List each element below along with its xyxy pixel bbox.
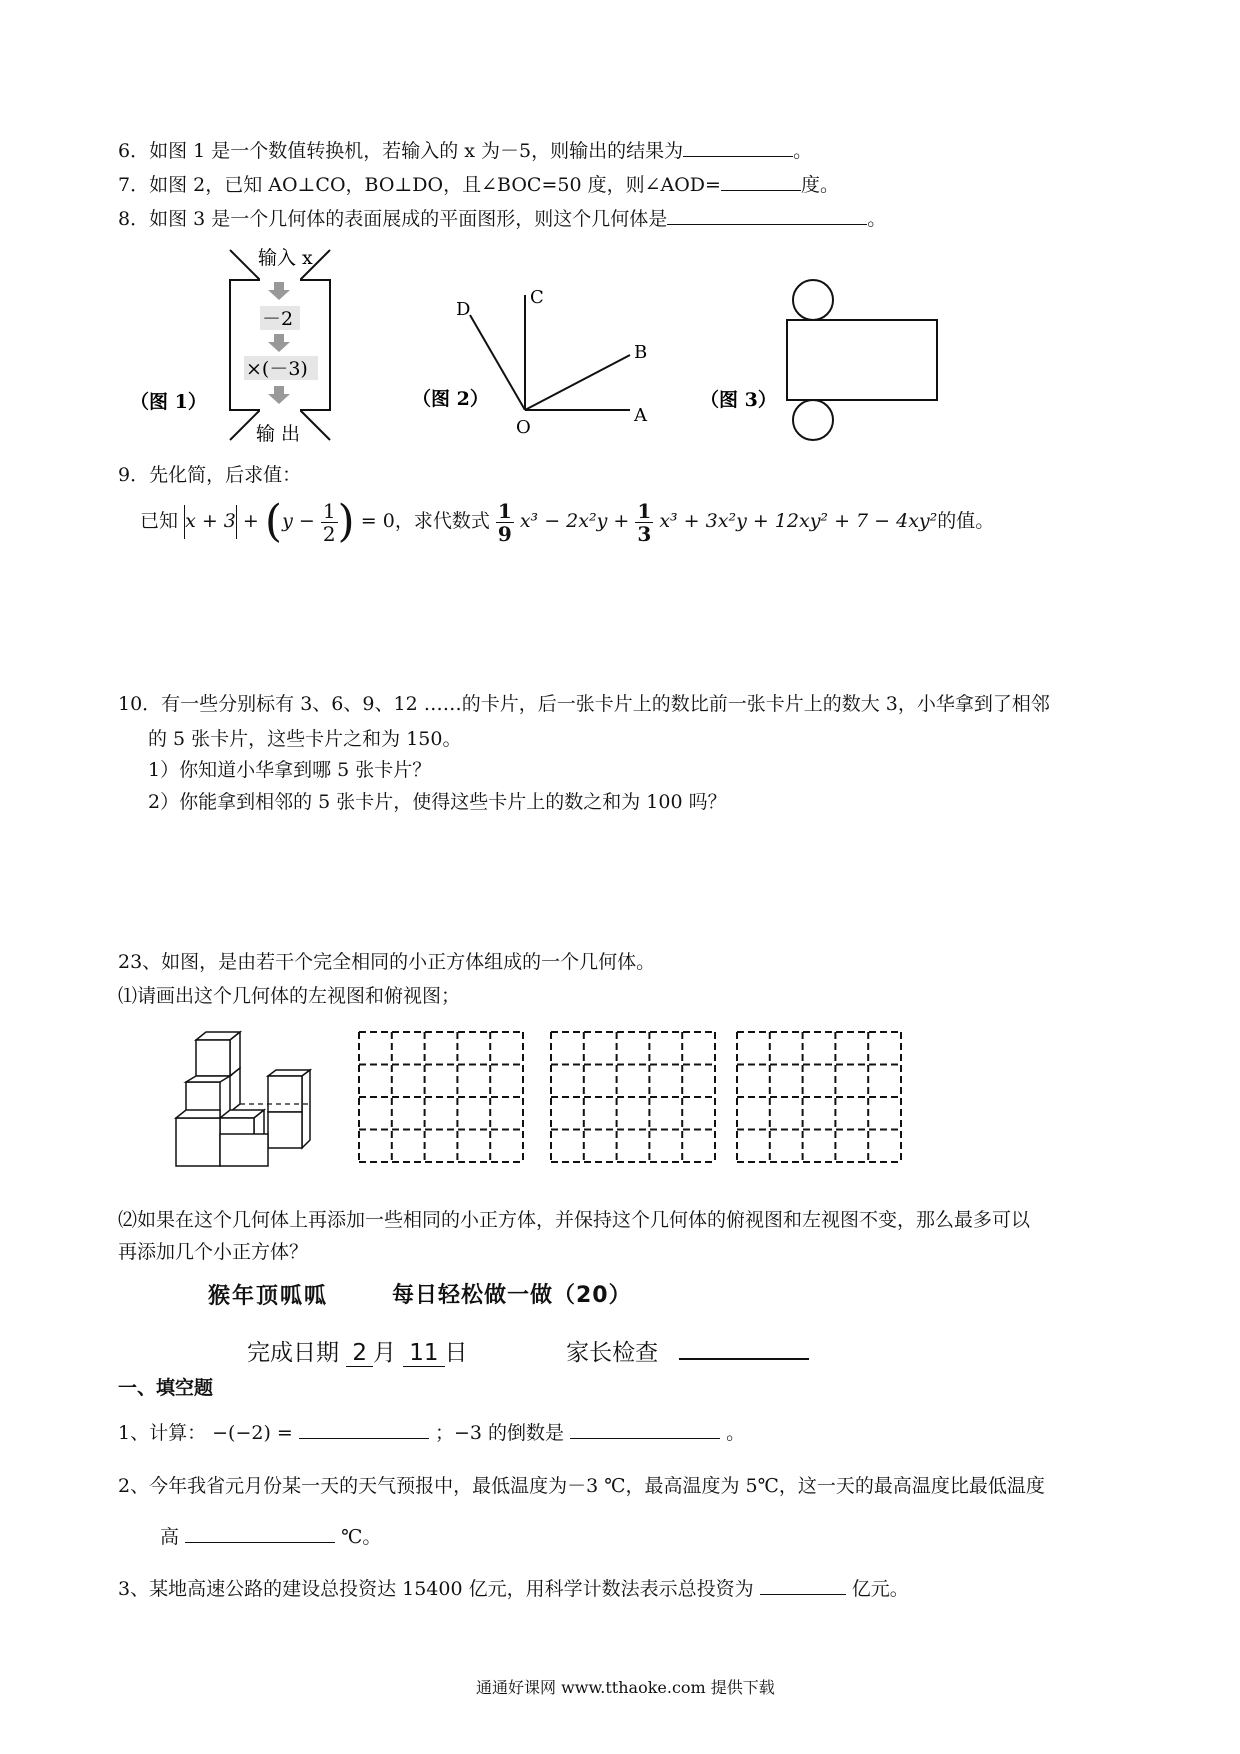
- label-c: C: [530, 287, 544, 308]
- ray-ob: [525, 355, 630, 410]
- answer-blank[interactable]: [667, 206, 867, 225]
- question-23-title: 23、如图，是由若干个完全相同的小正方体组成的一个几何体。: [118, 951, 656, 973]
- arrow-down-icon: [268, 386, 290, 404]
- fill-1-end: 。: [726, 1422, 746, 1444]
- question-7-text: 7．如图 2，已知 AO⊥CO，BO⊥DO，且∠BOC=50 度，则∠AOD=: [118, 174, 721, 196]
- figure-1-caption: （图 1）: [130, 391, 207, 413]
- question-10-line2: 的 5 张卡片，这些卡片之和为 150。: [148, 728, 462, 750]
- drawing-grid-2[interactable]: [551, 1032, 715, 1162]
- fill-3-end: 亿元。: [851, 1578, 909, 1600]
- answer-blank[interactable]: [185, 1524, 335, 1543]
- fill-2-end: ℃。: [341, 1526, 382, 1548]
- arrow-down-icon: [268, 334, 290, 352]
- cube-solid-figure: [170, 1030, 330, 1180]
- given-label: 已知: [140, 510, 179, 532]
- f1-numerator: 1: [497, 498, 512, 523]
- fill-2-line2: [160, 1524, 381, 1549]
- section-fill-blank: 一、填空题: [118, 1377, 214, 1399]
- plus-sign: +: [242, 510, 259, 532]
- fill-1-prefix: 1、计算：: [118, 1422, 207, 1444]
- question-6: [118, 138, 812, 163]
- answer-blank[interactable]: [299, 1420, 429, 1439]
- term-1: x³ − 2x²y +: [519, 510, 630, 532]
- fill-1-expr: −(−2) =: [212, 1422, 293, 1444]
- header-left: 猴年顶呱呱: [208, 1283, 329, 1309]
- fill-1-sep: ；−3 的倒数是: [434, 1422, 565, 1444]
- term-2: x³ + 3x²y + 12xy² + 7 − 4xy²: [659, 510, 938, 532]
- question-8-end: 。: [867, 208, 887, 230]
- parent-check-label: 家长检查: [566, 1340, 659, 1366]
- half-numerator: 1: [322, 498, 336, 523]
- fill-2-line1: 2、今年我省元月份某一天的天气预报中，最低温度为－3 ℃，最高温度为 5℃，这一天的最高温度比最低温度: [118, 1475, 1045, 1497]
- figure-2-angles: [412, 285, 660, 445]
- question-23-part1: ⑴请画出这个几何体的左视图和俯视图；: [118, 985, 461, 1007]
- question-10-line1: 10．有一些分别标有 3、6、9、12 ……的卡片，后一张卡片上的数比前一张卡片上的数大 3，小华拿到了相邻: [118, 693, 1050, 715]
- figure-3-net: [700, 280, 960, 450]
- figure-1-converter: [120, 240, 350, 450]
- answer-blank[interactable]: [721, 172, 801, 191]
- date-month-unit: 月: [372, 1340, 396, 1366]
- f1-denominator: 9: [497, 521, 512, 546]
- question-10-sub2: 2）你能拿到相邻的 5 张卡片，使得这些卡片上的数之和为 100 吗？: [148, 791, 727, 813]
- fill-2-prefix: 高: [160, 1526, 180, 1548]
- answer-blank[interactable]: [570, 1420, 720, 1439]
- figure-3-caption: （图 3）: [700, 389, 777, 411]
- circle-top: [793, 280, 833, 320]
- paren-inner: y −: [282, 510, 315, 532]
- date-label: 完成日期: [247, 1340, 339, 1366]
- date-line: [247, 1336, 809, 1368]
- label-o: O: [516, 417, 531, 438]
- fill-3: [118, 1576, 909, 1601]
- drawing-grid-3[interactable]: [737, 1032, 901, 1162]
- answer-blank[interactable]: [760, 1576, 846, 1595]
- rectangle-side: [787, 320, 937, 400]
- date-day-unit: 日: [444, 1340, 468, 1366]
- label-d: D: [456, 299, 471, 320]
- question-8: [118, 206, 886, 231]
- question-7: [118, 172, 839, 197]
- header-right: 每日轻松做一做（20）: [392, 1283, 632, 1308]
- question-7-end: 度。: [800, 174, 839, 196]
- footer-source: 通通好课网 www.tthaoke.com 提供下载: [476, 1678, 775, 1697]
- answer-blank[interactable]: [683, 138, 793, 157]
- drawing-grids: [355, 1030, 915, 1166]
- date-month: 2: [346, 1340, 373, 1367]
- op-minus-2: －2: [262, 308, 294, 330]
- label-a: A: [634, 405, 647, 426]
- op-times-neg3: ×(－3): [246, 358, 308, 380]
- question-9-end: 的值。: [937, 510, 995, 532]
- circle-bottom: [793, 400, 833, 440]
- label-b: B: [634, 342, 648, 363]
- drawing-grid-1[interactable]: [359, 1032, 523, 1162]
- question-23-part2-line1: ⑵如果在这个几何体上再添加一些相同的小正方体，并保持这个几何体的俯视图和左视图不变，那么最多可以: [118, 1209, 1031, 1231]
- f2-denominator: 3: [637, 521, 652, 546]
- fill-3-text: 3、某地高速公路的建设总投资达 15400 亿元，用科学计数法表示总投资为: [118, 1578, 754, 1600]
- f2-numerator: 1: [637, 498, 652, 523]
- question-6-text: 6．如图 1 是一个数值转换机，若输入的 x 为－5，则输出的结果为: [118, 140, 684, 162]
- equals-zero: = 0，求代数式: [360, 510, 490, 532]
- question-10-sub1: 1）你知道小华拿到哪 5 张卡片？: [148, 759, 432, 781]
- figure-2-caption: （图 2）: [412, 388, 489, 410]
- question-6-end: 。: [793, 140, 813, 162]
- fill-1: [118, 1420, 745, 1445]
- abs-expr: x + 3: [185, 510, 236, 532]
- input-label: 输入 x: [258, 247, 313, 269]
- question-8-text: 8．如图 3 是一个几何体的表面展成的平面图形，则这个几何体是: [118, 208, 668, 230]
- date-day: 11: [403, 1340, 444, 1367]
- question-23-part2-line2: 再添加几个小正方体？: [118, 1241, 309, 1263]
- output-label: 输 出: [256, 423, 301, 445]
- question-9-title: 9．先化简，后求值：: [118, 464, 302, 486]
- half-denominator: 2: [322, 521, 336, 546]
- question-9-expression: 已知 x + 3 + (y − $\frac{1}{2}$ ) = 0，求代数式 $\frac{1}{9}$ x³ − 2x²y + $\frac{1}{3}$ x³ + 3x²y + 12xy² + 7 − 4xy²的值。: [140, 496, 995, 547]
- parent-check-blank[interactable]: [679, 1336, 809, 1360]
